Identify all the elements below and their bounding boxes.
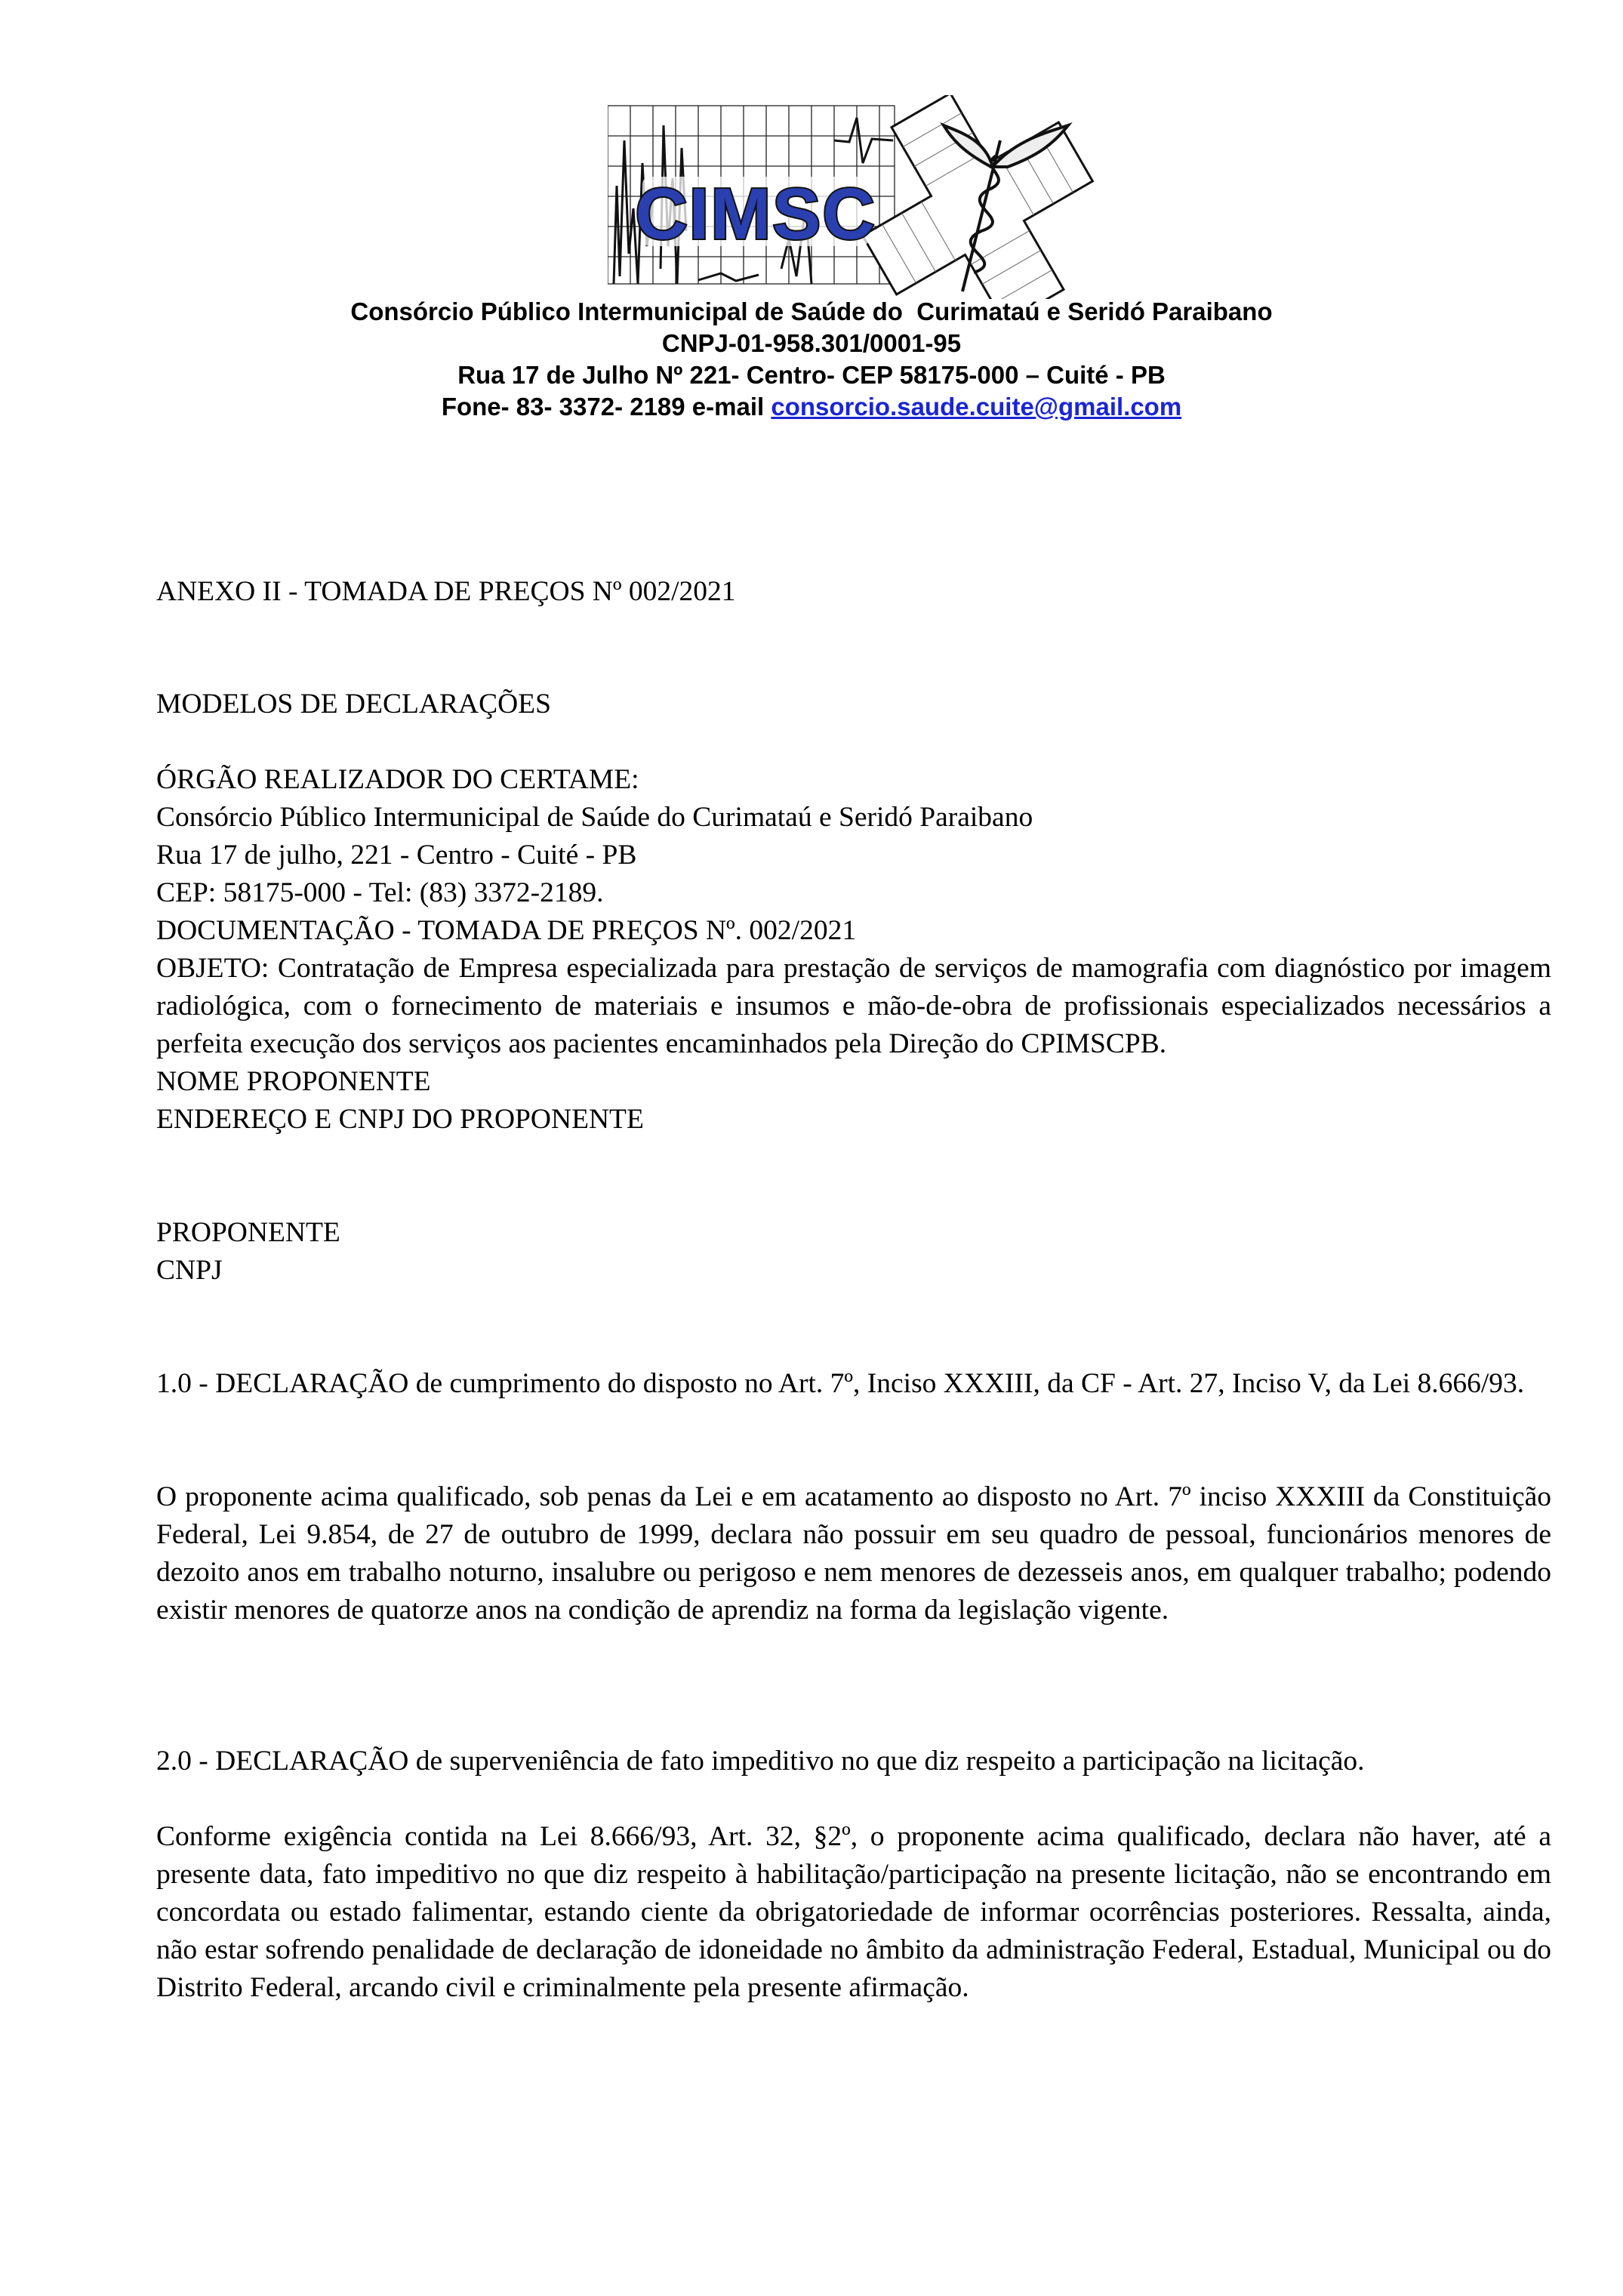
organ-address: Rua 17 de julho, 221 - Centro - Cuité - PB [156,840,637,871]
annex-title-block [156,573,1551,611]
annex-title: ANEXO II - TOMADA DE PREÇOS Nº 002/2021 [156,576,736,607]
declaration-2-heading: 2.0 - DECLARAÇÃO de superveniência de fato impeditivo no que diz respeito a participação na licitação. [156,1746,1365,1777]
declaration-2-heading-block [156,1743,1551,1780]
organ-documentation: DOCUMENTAÇÃO - TOMADA DE PREÇOS Nº. 002/2021 [156,915,857,946]
object-paragraph: OBJETO: Contratação de Empresa especializada para prestação de serviços de mamografia com diagnóstico por imagem radiológica, com o fornecimento de materiais e insumos e mão-de-obra de profissionais especializados necessários a perfeita execução dos serviços aos pacientes encaminhados pela Direção do CPIMSCPB. [156,953,1551,1059]
org-contact [0,391,1623,423]
declaration-1-text: O proponente acima qualificado, sob penas da Lei e em acatamento ao disposto no Art. 7º inciso XXXIII da Constituição Federal, Lei 9.854, de 27 de outubro de 1999, declara não possuir em seu quadro de pessoal, funcionários menores de dezoito anos em trabalho noturno, insalubre ou perigoso e nem menores de dezesseis anos, em qualquer trabalho; podendo existir menores de quatorze anos na condição de aprendiz na forma da legislação vigente. [156,1481,1551,1626]
org-name: Consórcio Público Intermunicipal de Saúde do Curimataú e Seridó Paraibano [350,297,1273,325]
proponent-block [156,1214,1551,1290]
cimsc-logo [608,95,1098,299]
logo-wordmark: CIMSC [635,174,876,254]
models-title-block [156,686,1551,723]
org-address: Rua 17 de Julho Nº 221- Centro- CEP 58175-000 – Cuité - PB [457,361,1166,389]
org-cnpj: CNPJ-01-958.301/0001-95 [661,329,962,357]
contact-phone: Fone- 83- 3372- 2189 e-mail [441,393,771,421]
declaration-1-heading: 1.0 - DECLARAÇÃO de cumprimento do disposto no Art. 7º, Inciso XXXIII, da CF - Art. 27, Inciso V, da Lei 8.666/93. [156,1368,1525,1399]
email-link[interactable]: consorcio.saude.cuite@gmail.com [771,393,1182,421]
proponent-cnpj-label: CNPJ [156,1255,223,1286]
organ-name: Consórcio Público Intermunicipal de Saúde do Curimataú e Seridó Paraibano [156,802,1033,833]
declaration-2-text: Conforme exigência contida na Lei 8.666/93, Art. 32, §2º, o proponente acima qualificado, declara não haver, até a presente data, fato impeditivo no que diz respeito à habilitação/participação na presente licitação, não se encontrando em concordata ou estado falimentar, estando ciente da obrigatoriedade de informar ocorrências posteriores. Ressalta, ainda, não estar sofrendo penalidade de declaração de idoneidade no âmbito da administração Federal, Estadual, Municipal ou do Distrito Federal, arcando civil e criminalmente pela presente afirmação. [156,1821,1551,2003]
proponent-label: PROPONENTE [156,1217,340,1248]
models-title: MODELOS DE DECLARAÇÕES [156,689,551,720]
organ-cep: CEP: 58175-000 - Tel: (83) 3372-2189. [156,877,604,908]
organ-heading: ÓRGÃO REALIZADOR DO CERTAME: [156,764,639,795]
organ-block [156,761,1551,1139]
proponent-name-label: NOME PROPONENTE [156,1066,431,1097]
letterhead [0,296,1623,423]
proponent-address-label: ENDEREÇO E CNPJ DO PROPONENTE [156,1104,644,1135]
